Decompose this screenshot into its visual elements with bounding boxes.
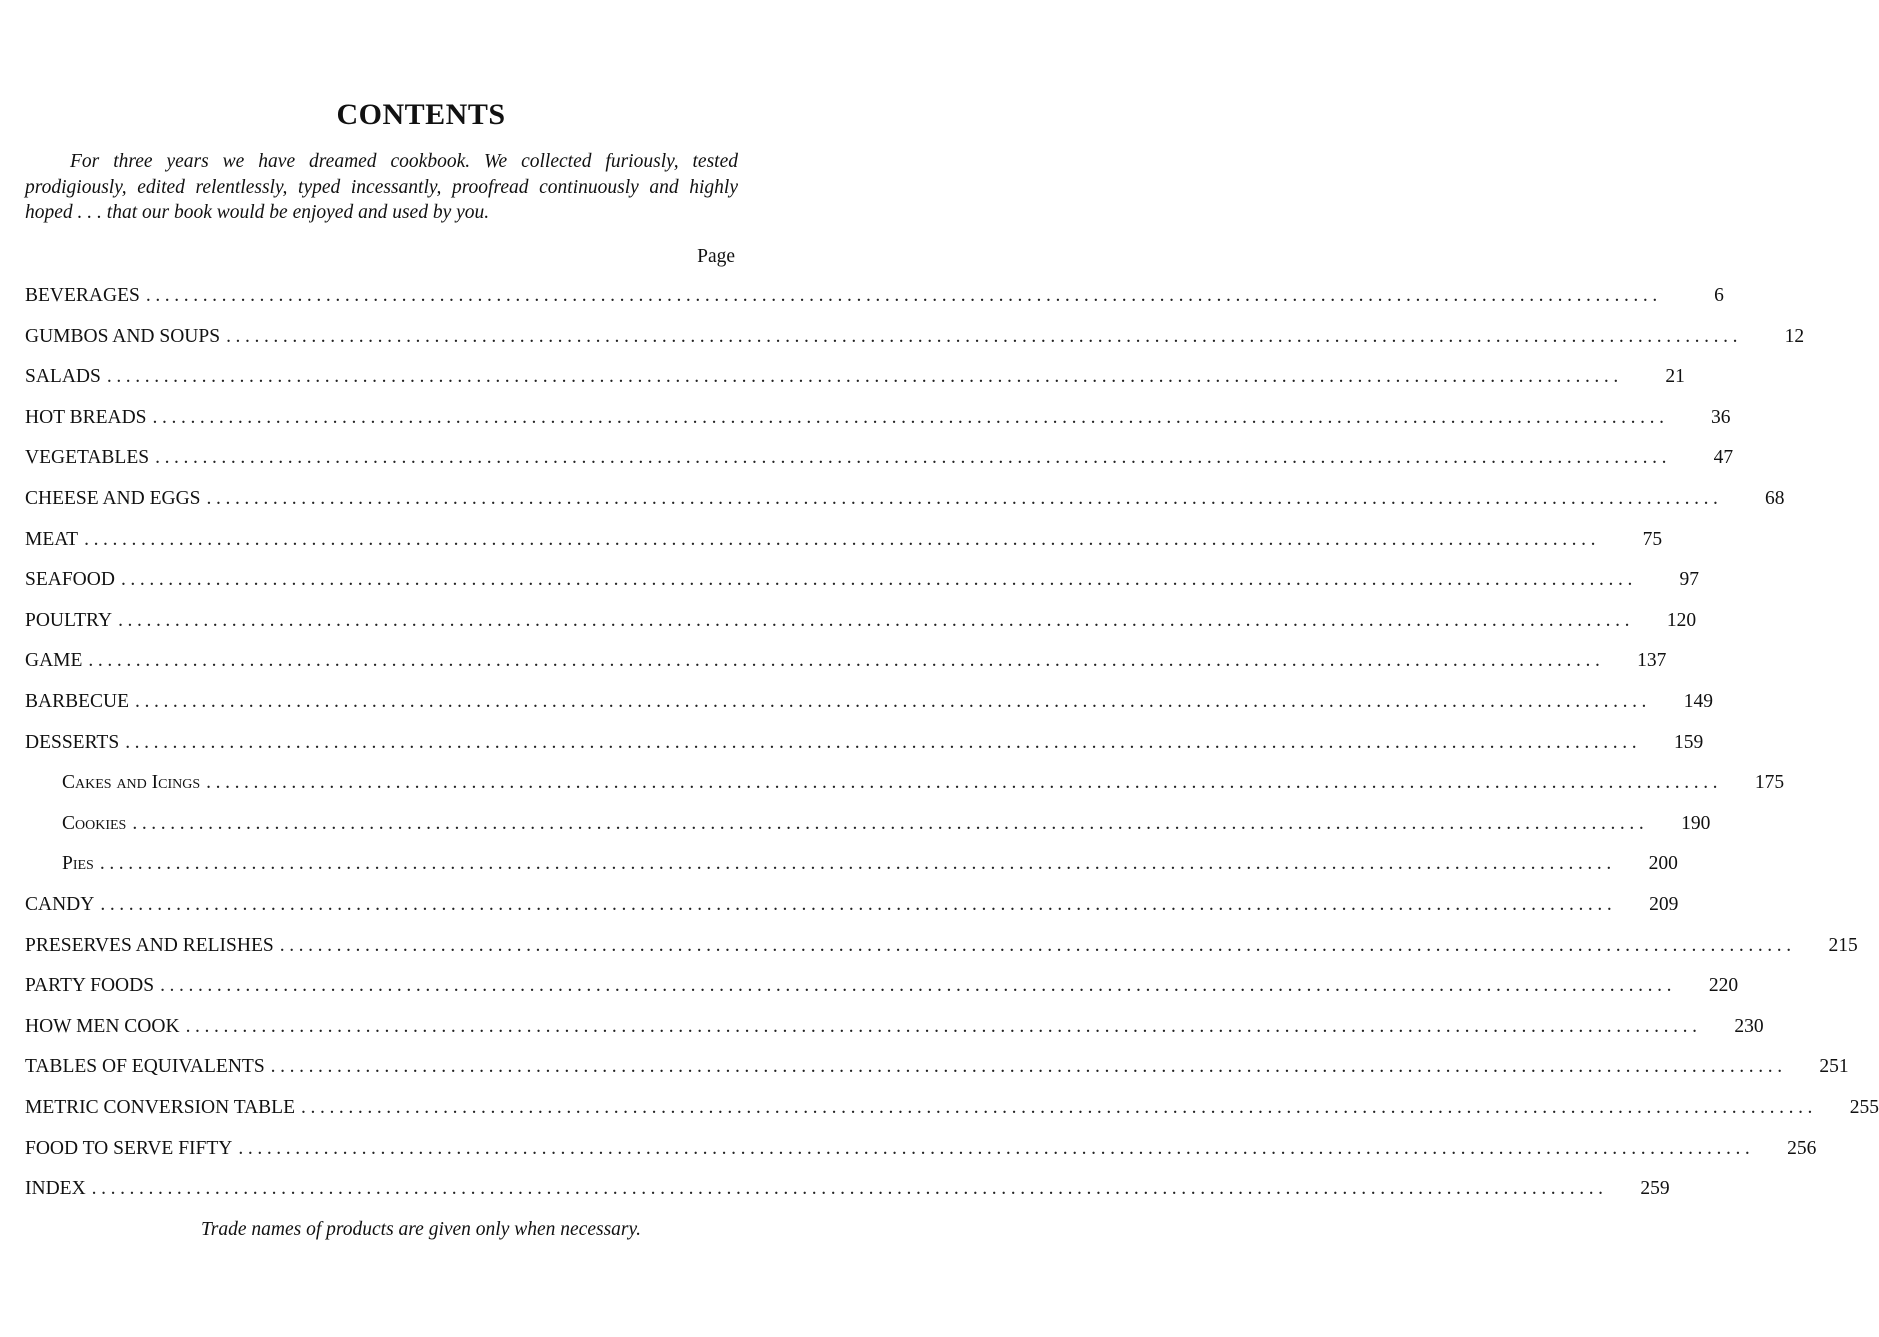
toc-entry-label: POULTRY — [25, 609, 113, 631]
toc-entry — [25, 650, 1667, 676]
toc-entry-label: DESSERTS — [25, 731, 120, 753]
toc-entry-page-number: 47 — [1713, 447, 1734, 469]
page-title: CONTENTS — [336, 98, 506, 131]
dot-leader: ................................................................................................................................................................ — [270, 1056, 1787, 1078]
toc-entry — [62, 772, 1785, 798]
toc-entry-label: PARTY FOODS — [25, 975, 155, 997]
dot-leader: ................................................................................................................................................................ — [226, 325, 1743, 347]
toc-entry-label: TABLES OF EQUIVALENTS — [25, 1056, 265, 1078]
dot-leader: ................................................................................................................................................................ — [135, 691, 1652, 712]
dot-leader: ................................................................................................................................................................ — [100, 894, 1617, 915]
dot-leader: ................................................................................................................................................................ — [185, 1015, 1702, 1037]
toc-entry-label: SALADS — [25, 366, 101, 388]
toc-entry — [25, 1097, 1879, 1123]
toc-entry-page-number: 255 — [1849, 1097, 1879, 1118]
toc-entry-page-number: 215 — [1828, 934, 1858, 956]
toc-entry-page-number: 21 — [1665, 366, 1685, 388]
dot-leader: ................................................................................................................................................................ — [152, 406, 1669, 428]
dot-leader: ................................................................................................................................................................ — [279, 934, 1796, 956]
toc-entry — [25, 609, 1697, 636]
toc-entry — [25, 894, 1679, 920]
toc-entry-page-number: 12 — [1784, 325, 1805, 347]
dot-leader: ................................................................................................................................................................ — [125, 731, 1642, 753]
toc-entry — [62, 812, 1711, 839]
toc-entry-page-number: 149 — [1683, 691, 1714, 712]
toc-entry-page-number: 120 — [1666, 609, 1697, 631]
dot-leader: ................................................................................................................................................................ — [84, 528, 1601, 550]
toc-entry-label: GAME — [25, 650, 83, 672]
toc-entry-label: Pies — [62, 853, 94, 875]
toc-entry-label: HOT BREADS — [25, 406, 147, 428]
dot-leader: ................................................................................................................................................................ — [238, 1137, 1755, 1159]
toc-entry — [25, 975, 1739, 1001]
toc-entry-page-number: 159 — [1673, 731, 1704, 753]
dot-leader: ................................................................................................................................................................ — [206, 488, 1723, 509]
dot-leader: ................................................................................................................................................................ — [118, 609, 1635, 631]
toc-entry — [25, 285, 1724, 311]
toc-entry-page-number: 259 — [1640, 1178, 1670, 1200]
toc-entry — [25, 447, 1734, 473]
toc-entry-label: BEVERAGES — [25, 285, 140, 306]
toc-entry-label: CHEESE AND EGGS — [25, 488, 201, 509]
dot-leader: ................................................................................................................................................................ — [91, 1178, 1608, 1200]
toc-entry — [25, 691, 1714, 717]
toc-entry-label: PRESERVES AND RELISHES — [25, 934, 274, 956]
toc-entry — [25, 1056, 1849, 1082]
page-column-heading: Page — [697, 246, 735, 267]
toc-entry-label: METRIC CONVERSION TABLE — [25, 1097, 296, 1118]
toc-entry — [25, 406, 1731, 433]
toc-entry-page-number: 68 — [1765, 488, 1785, 509]
toc-entry-page-number: 75 — [1642, 528, 1663, 550]
dot-leader: ................................................................................................................................................................ — [99, 853, 1616, 875]
toc-entry-label: INDEX — [25, 1178, 86, 1200]
toc-entry-label: Cakes and Icings — [62, 772, 201, 794]
toc-entry-page-number: 209 — [1649, 894, 1679, 915]
dot-leader: ................................................................................................................................................................ — [106, 366, 1623, 388]
dot-leader: ................................................................................................................................................................ — [160, 975, 1677, 997]
toc-entry-page-number: 230 — [1734, 1015, 1764, 1037]
dot-leader: ................................................................................................................................................................ — [88, 650, 1605, 672]
toc-entry-page-number: 190 — [1681, 812, 1711, 834]
dot-leader: ................................................................................................................................................................ — [120, 569, 1637, 591]
toc-entry-label: Cookies — [62, 812, 127, 834]
toc-entry — [25, 488, 1785, 514]
toc-entry — [25, 731, 1704, 758]
toc-entry — [25, 1137, 1817, 1164]
dot-leader: ................................................................................................................................................................ — [132, 812, 1649, 834]
toc-entry — [25, 569, 1699, 595]
dot-leader: ................................................................................................................................................................ — [301, 1097, 1818, 1118]
toc-entry-label: MEAT — [25, 528, 79, 550]
toc-entry-label: HOW MEN COOK — [25, 1015, 180, 1037]
toc-entry-page-number: 6 — [1714, 285, 1724, 306]
toc-entry-label: CANDY — [25, 894, 95, 915]
toc-entry-page-number: 256 — [1787, 1137, 1817, 1159]
toc-entry-page-number: 97 — [1679, 569, 1699, 591]
toc-entry — [25, 325, 1805, 352]
toc-entry-label: GUMBOS AND SOUPS — [25, 325, 221, 347]
toc-entry-page-number: 251 — [1819, 1056, 1849, 1078]
toc-entry-page-number: 175 — [1754, 772, 1785, 794]
dot-leader: ................................................................................................................................................................ — [206, 772, 1723, 794]
intro-paragraph: For three years we have dreamed cookbook. We collected furiously, tested prodigiously, edited relentlessly, typed incessantly, proofread continuously and highly hoped . . . that our book would be enjoyed and used by you. — [25, 151, 738, 223]
dot-leader: ................................................................................................................................................................ — [155, 447, 1672, 469]
toc-entry-label: VEGETABLES — [25, 447, 150, 469]
toc-entry-page-number: 220 — [1708, 975, 1739, 997]
toc-entry — [25, 528, 1663, 555]
toc-entry-page-number: 200 — [1648, 853, 1678, 875]
dot-leader: ................................................................................................................................................................ — [145, 285, 1662, 306]
toc-entry-label: BARBECUE — [25, 691, 130, 712]
toc-entry-page-number: 137 — [1637, 650, 1667, 672]
toc-entry-page-number: 36 — [1711, 406, 1731, 428]
toc-entry-label: FOOD TO SERVE FIFTY — [25, 1137, 233, 1159]
toc-entry-label: SEAFOOD — [25, 569, 115, 591]
footer-note: Trade names of products are given only when necessary. — [201, 1219, 641, 1240]
toc-entry — [25, 1015, 1764, 1042]
toc-entry — [62, 853, 1678, 879]
toc-entry — [25, 366, 1685, 392]
toc-entry — [25, 934, 1858, 961]
toc-entry — [25, 1178, 1670, 1204]
